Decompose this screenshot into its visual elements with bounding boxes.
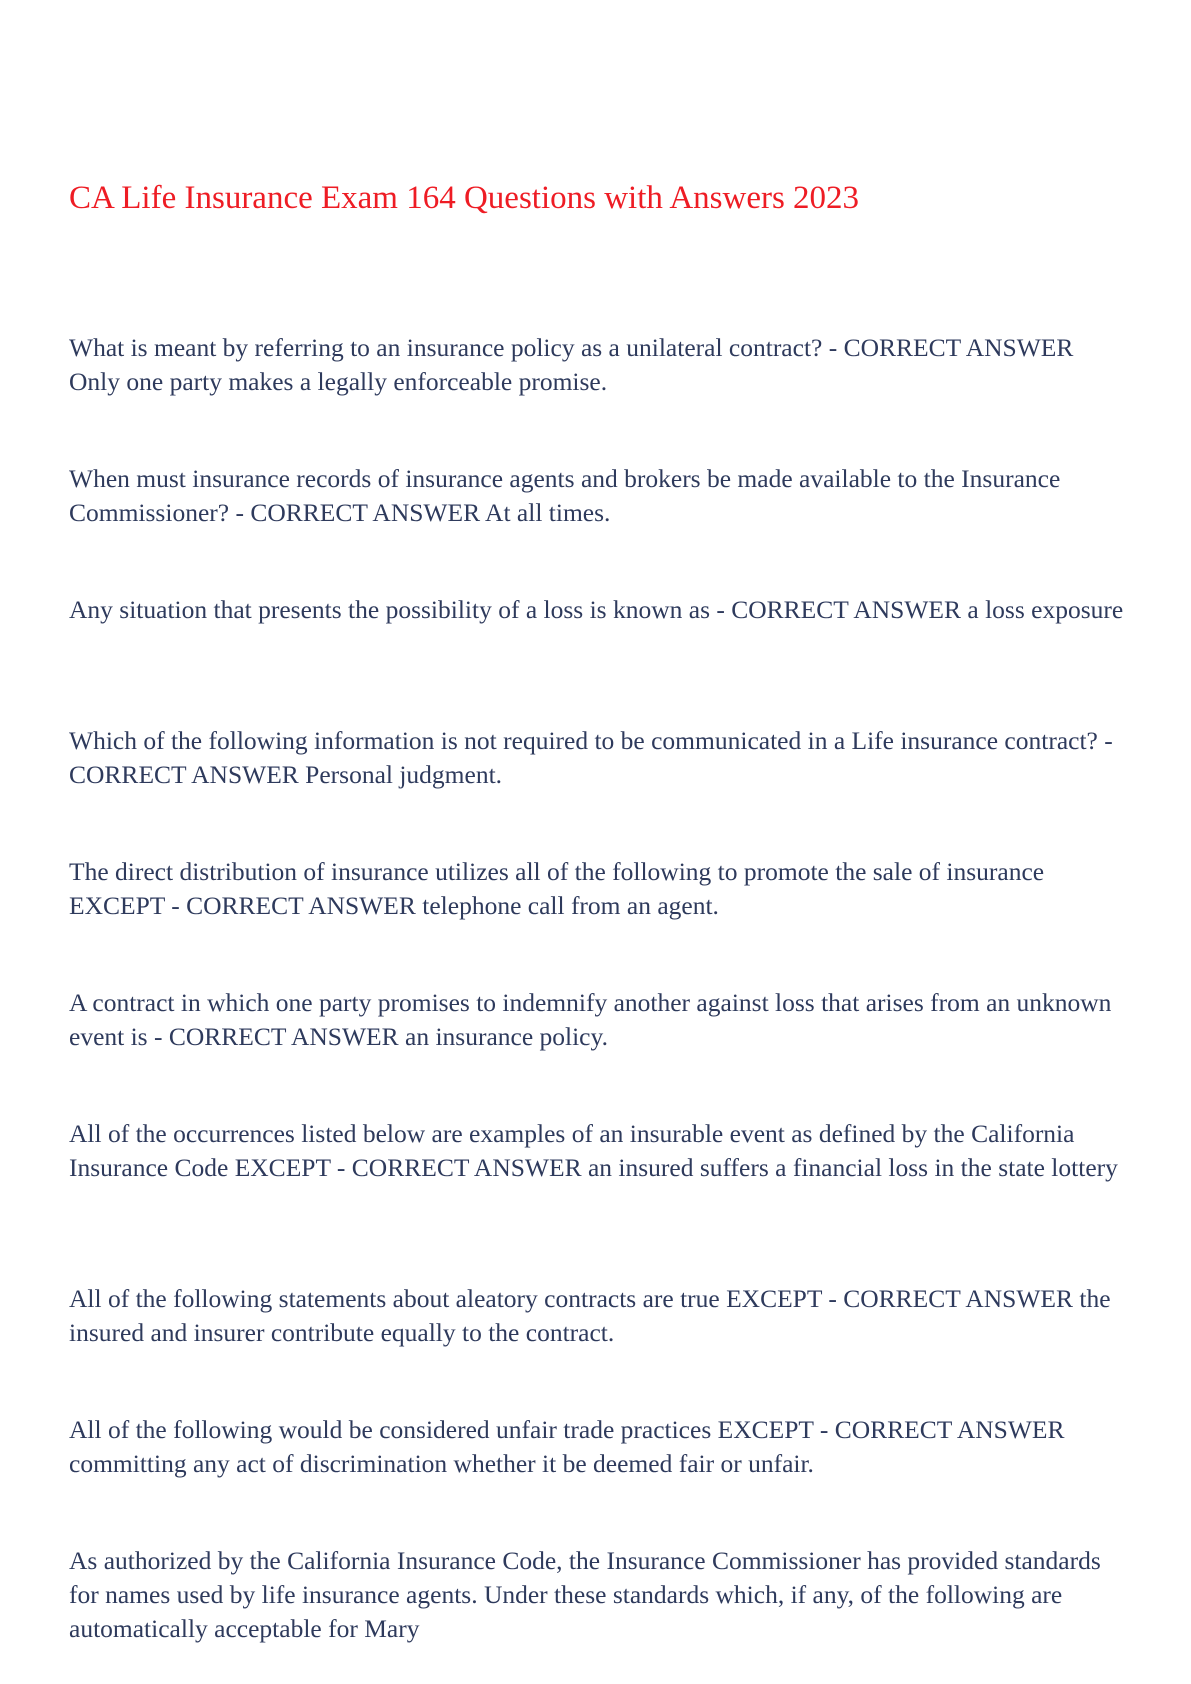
question-answer-text: All of the following statements about aleatory contracts are true EXCEPT - CORRECT ANSWER the insured and insurer contribute equally to the contract. (69, 1284, 1111, 1347)
list-item (69, 986, 1129, 1054)
question-answer-text: The direct distribution of insurance utilizes all of the following to promote the sale of insurance EXCEPT - CORRECT ANSWER telephone call from an agent. (69, 857, 1045, 920)
question-answer-text: Any situation that presents the possibility of a loss is known as - CORRECT ANSWER a loss exposure (69, 595, 1124, 624)
list-item (69, 331, 1129, 399)
page-title: CA Life Insurance Exam 164 Questions with Answers 2023 (69, 180, 860, 216)
question-answer-text: When must insurance records of insurance agents and brokers be made available to the Insurance Commissioner? - CORRECT ANSWER At all times. (69, 464, 1061, 527)
list-item (69, 724, 1129, 792)
list-item (69, 855, 1129, 923)
list-item (69, 462, 1129, 530)
question-answer-text: What is meant by referring to an insurance policy as a unilateral contract? - CORRECT ANSWER Only one party makes a legally enforceable promise. (69, 333, 1074, 396)
list-item (69, 593, 1123, 627)
list-item (69, 1544, 1129, 1646)
question-answer-text: All of the following would be considered unfair trade practices EXCEPT - CORRECT ANSWER committing any act of discrimination whether it be deemed fair or unfair. (69, 1415, 1065, 1478)
list-item (69, 1413, 1129, 1481)
question-answer-text: All of the occurrences listed below are examples of an insurable event as defined by the California Insurance Code EXCEPT - CORRECT ANSWER an insured suffers a financial loss in the state lottery (69, 1119, 1118, 1182)
list-item (69, 1117, 1129, 1185)
question-answer-text: Which of the following information is not required to be communicated in a Life insurance contract? - CORRECT ANSWER Personal judgment. (69, 726, 1113, 789)
question-answer-text: As authorized by the California Insurance Code, the Insurance Commissioner has provided standards for names used by life insurance agents. Under these standards which, if any, of the following are automatically acceptable for Mary (69, 1546, 1101, 1643)
list-item (69, 1282, 1129, 1350)
question-answer-text: A contract in which one party promises to indemnify another against loss that arises from an unknown event is - CORRECT ANSWER an insurance policy. (69, 988, 1112, 1051)
